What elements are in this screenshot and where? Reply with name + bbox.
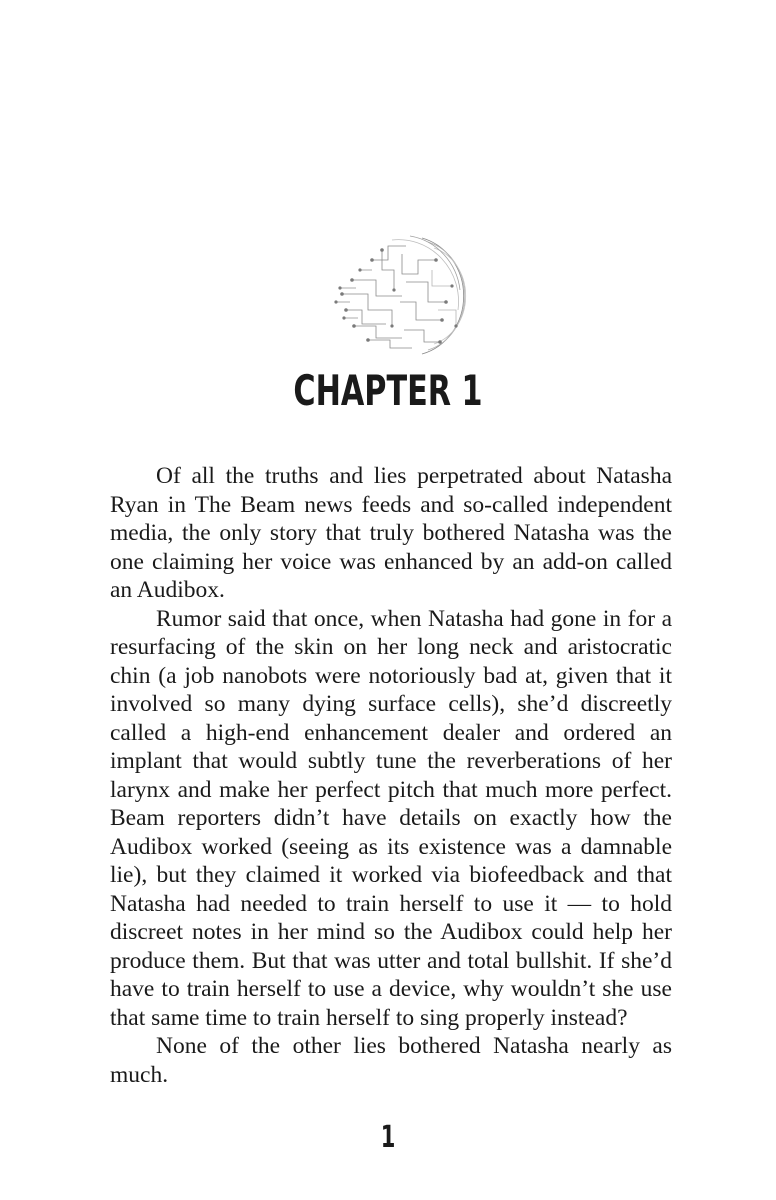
page-number: 1: [380, 1120, 396, 1155]
paragraph: None of the other lies bothered Natasha nearly as much.: [110, 1033, 672, 1088]
paragraph: Rumor said that once, when Natasha had gone in for a resurfacing of the skin on her long neck and aristocratic chin (a job nanobots were notoriously bad at, given that it involved so many dying surface cells), she’d discreetly called a high-end enhancement dealer and ordered an implant that would subtly tune the reverberations of her larynx and make her perfect pitch that much more perfect. Beam reporters didn’t have details on exactly how the Audibox worked (seeing as its existence was a damnable lie), but they claimed it worked via biofeedback and that Natasha had needed to train herself to use it — to hold discreet notes in her mind so the Audibox could help her produce them. But that was utter and total bullshit. If she’d have to train herself to use a device, why wouldn’t she use that same time to train herself to sing properly instead?: [110, 605, 672, 1031]
paragraph: Of all the truths and lies perpetrated about Natasha Ryan in The Beam news feeds and so-called independent media, the only story that truly bothered Natasha was the one claiming her voice was enhanced by an add-on called an Audibox.: [110, 463, 672, 603]
chapter-body: [110, 462, 672, 1089]
circuit-globe-icon: [332, 230, 472, 360]
chapter-title: CHAPTER 1: [293, 366, 483, 415]
